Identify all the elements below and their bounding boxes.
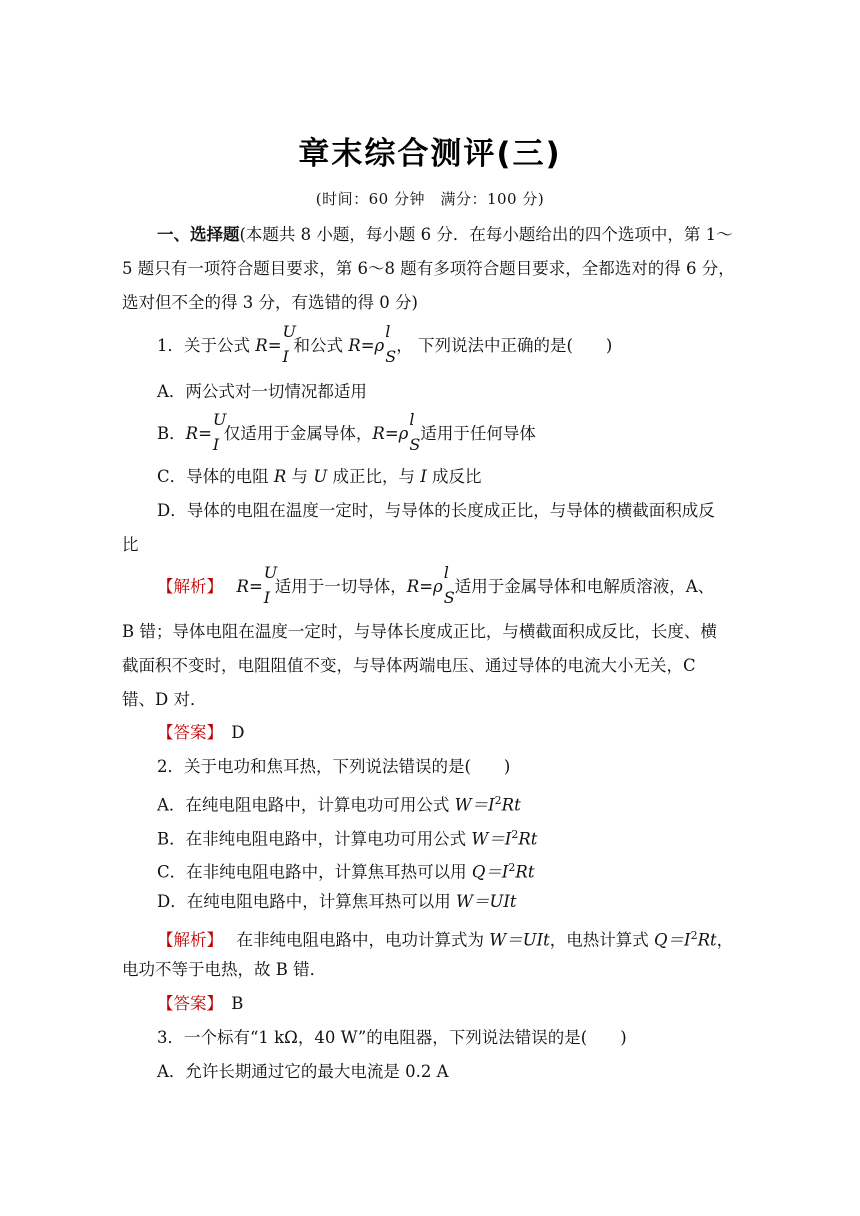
question-1-option-d: D．导体的电阻在温度一定时，与导体的长度成正比，与导体的横截面积成反 — [157, 501, 715, 520]
question-2-option-a: A．在纯电阻电路中，计算电功可用公式 $W=I^2Rt$ — [157, 794, 521, 815]
question-3-option-a: A．允许长期通过它的最大电流是 0.2 A — [157, 1062, 449, 1081]
question-2-stem: 2．关于电功和焦耳热，下列说法错误的是( ) — [157, 757, 511, 776]
question-2-answer: 【答案】 B — [157, 994, 244, 1013]
section-intro-line-1: 一、选择题(本题共 8 小题，每小题 6 分．在每小题给出的四个选项中，第 1～ — [157, 225, 733, 244]
question-2-option-c: C．在非纯电阻电路中，计算焦耳热可以用 $Q=I^2Rt$ — [157, 861, 535, 882]
question-1-analysis-line-3: 截面积不变时，电阻阻值不变，与导体两端电压、通过导体的电流大小无关，C — [122, 656, 696, 675]
question-1-option-d-cont: 比 — [122, 535, 139, 554]
fraction-l-over-s: l S — [443, 562, 455, 607]
fraction-l-over-s: l S — [385, 321, 397, 366]
fraction-u-over-i: U I — [263, 562, 278, 607]
section-heading: 一、选择题 — [157, 225, 240, 244]
question-1-option-c: C．导体的电阻 R 与 U 成正比，与 I 成反比 — [157, 467, 482, 486]
question-1-stem: 1．关于公式 R= U I 和公式 R=ρ l S ， 下列说法中正确的是( ) — [157, 321, 613, 366]
question-1-analysis-line-2: B 错；导体电阻在温度一定时，与导体长度成正比，与横截面积成反比，长度、横 — [122, 622, 717, 641]
question-1-analysis: 【解析】 R= U I 适用于一切导体，R=ρ l S 适用于金属导体和电解质溶液，A、 — [157, 562, 715, 607]
question-2-option-b: B．在非纯电阻电路中，计算电功可用公式 $W=I^2Rt$ — [157, 828, 538, 849]
question-1-option-a: A．两公式对一切情况都适用 — [157, 382, 367, 401]
section-intro-line-3: 选对但不全的得 3 分，有选错的得 0 分) — [122, 293, 418, 312]
question-2-analysis-line-2: 电功不等于电热，故 B 错． — [122, 960, 327, 979]
fraction-u-over-i: U I — [282, 321, 296, 366]
analysis-label: 【解析】 — [157, 930, 215, 950]
question-2-option-d: D．在纯电阻电路中，计算焦耳热可以用 W＝UIt — [157, 892, 517, 911]
section-intro-line-2: 5 题只有一项符合题目要求，第 6～8 题有多项符合题目要求，全都选对的得 6 分， — [122, 259, 735, 278]
exam-info: (时间：60 分钟 满分：100 分) — [315, 190, 545, 208]
analysis-label: 【解析】 — [157, 577, 215, 596]
fraction-l-over-s: l S — [409, 409, 421, 454]
question-1-answer: 【答案】 D — [157, 723, 245, 742]
fraction-u-over-i: U I — [212, 409, 227, 454]
page-title: 章末综合测评(三) — [298, 136, 562, 172]
question-3-stem: 3．一个标有“1 kΩ，40 W”的电阻器，下列说法错误的是( ) — [157, 1028, 627, 1047]
answer-label: 【答案】 — [157, 994, 215, 1013]
question-2-analysis: 【解析】 在非纯电阻电路中，电功计算式为 W＝UIt，电热计算式 $Q=I^2Rt$， — [157, 929, 734, 950]
question-1-analysis-line-4: 错、D 对． — [122, 690, 207, 709]
question-1-option-b: B．R= U I 仅适用于金属导体，R=ρ l S 适用于任何导体 — [157, 409, 536, 454]
answer-label: 【答案】 — [157, 723, 215, 742]
